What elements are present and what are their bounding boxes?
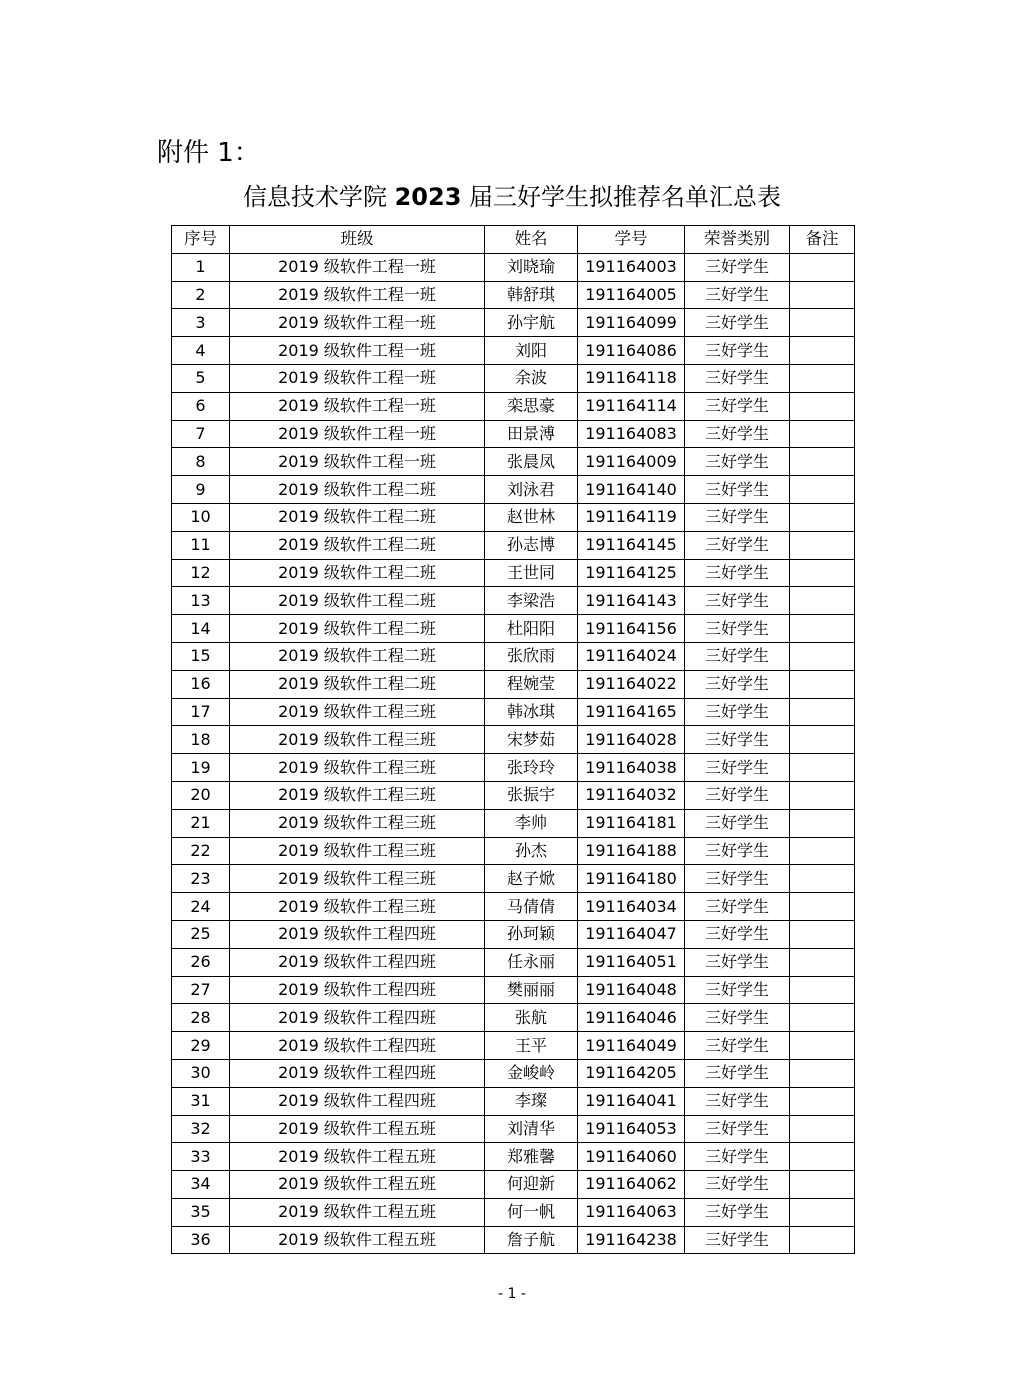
header-class: 班级 <box>230 226 485 254</box>
cell-honor: 三好学生 <box>685 837 790 865</box>
title-suffix: 届三好学生拟推荐名单汇总表 <box>461 183 782 211</box>
cell-honor: 三好学生 <box>685 1198 790 1226</box>
cell-class: 2019 级软件工程三班 <box>230 726 485 754</box>
cell-serial: 16 <box>172 670 230 698</box>
table-row <box>172 726 855 754</box>
cell-remarks <box>790 587 855 615</box>
cell-class: 2019 级软件工程四班 <box>230 1087 485 1115</box>
cell-class: 2019 级软件工程一班 <box>230 448 485 476</box>
table-row <box>172 503 855 531</box>
cell-honor: 三好学生 <box>685 281 790 309</box>
cell-serial: 18 <box>172 726 230 754</box>
cell-student-id: 191164165 <box>578 698 685 726</box>
cell-name: 孙志博 <box>485 531 578 559</box>
table-row <box>172 809 855 837</box>
cell-name: 马倩倩 <box>485 893 578 921</box>
table-row <box>172 865 855 893</box>
cell-name: 何迎新 <box>485 1171 578 1199</box>
cell-serial: 21 <box>172 809 230 837</box>
cell-name: 金峻岭 <box>485 1059 578 1087</box>
header-remarks: 备注 <box>790 226 855 254</box>
cell-student-id: 191164114 <box>578 392 685 420</box>
cell-class: 2019 级软件工程三班 <box>230 781 485 809</box>
cell-name: 李梁浩 <box>485 587 578 615</box>
cell-honor: 三好学生 <box>685 476 790 504</box>
cell-honor: 三好学生 <box>685 364 790 392</box>
cell-name: 樊丽丽 <box>485 976 578 1004</box>
cell-student-id: 191164024 <box>578 642 685 670</box>
cell-student-id: 191164083 <box>578 420 685 448</box>
cell-name: 张晨凤 <box>485 448 578 476</box>
cell-remarks <box>790 920 855 948</box>
cell-student-id: 191164063 <box>578 1198 685 1226</box>
table-row <box>172 1087 855 1115</box>
cell-serial: 20 <box>172 781 230 809</box>
page-number: - 1 - <box>498 1286 526 1302</box>
cell-honor: 三好学生 <box>685 1059 790 1087</box>
cell-name: 韩冰琪 <box>485 698 578 726</box>
cell-class: 2019 级软件工程二班 <box>230 670 485 698</box>
table-row <box>172 642 855 670</box>
cell-student-id: 191164180 <box>578 865 685 893</box>
cell-serial: 36 <box>172 1226 230 1254</box>
table-row <box>172 920 855 948</box>
cell-serial: 14 <box>172 615 230 643</box>
cell-class: 2019 级软件工程一班 <box>230 364 485 392</box>
cell-serial: 10 <box>172 503 230 531</box>
cell-remarks <box>790 726 855 754</box>
cell-serial: 32 <box>172 1115 230 1143</box>
cell-serial: 25 <box>172 920 230 948</box>
cell-remarks <box>790 364 855 392</box>
cell-serial: 2 <box>172 281 230 309</box>
cell-student-id: 191164188 <box>578 837 685 865</box>
cell-remarks <box>790 309 855 337</box>
cell-honor: 三好学生 <box>685 976 790 1004</box>
cell-class: 2019 级软件工程三班 <box>230 809 485 837</box>
cell-honor: 三好学生 <box>685 531 790 559</box>
cell-serial: 22 <box>172 837 230 865</box>
cell-student-id: 191164047 <box>578 920 685 948</box>
cell-remarks <box>790 476 855 504</box>
cell-name: 赵世林 <box>485 503 578 531</box>
cell-name: 刘阳 <box>485 337 578 365</box>
cell-serial: 34 <box>172 1171 230 1199</box>
cell-name: 任永丽 <box>485 948 578 976</box>
cell-remarks <box>790 531 855 559</box>
cell-honor: 三好学生 <box>685 392 790 420</box>
cell-name: 张航 <box>485 1004 578 1032</box>
cell-honor: 三好学生 <box>685 781 790 809</box>
cell-remarks <box>790 781 855 809</box>
cell-remarks <box>790 893 855 921</box>
header-name: 姓名 <box>485 226 578 254</box>
cell-student-id: 191164041 <box>578 1087 685 1115</box>
cell-name: 张玲玲 <box>485 754 578 782</box>
header-row <box>172 226 855 254</box>
table-row <box>172 670 855 698</box>
cell-name: 王平 <box>485 1032 578 1060</box>
cell-serial: 4 <box>172 337 230 365</box>
cell-student-id: 191164046 <box>578 1004 685 1032</box>
cell-serial: 8 <box>172 448 230 476</box>
cell-student-id: 191164028 <box>578 726 685 754</box>
cell-remarks <box>790 503 855 531</box>
header-serial: 序号 <box>172 226 230 254</box>
title-year: 2023 <box>394 183 462 211</box>
cell-class: 2019 级软件工程五班 <box>230 1171 485 1199</box>
cell-remarks <box>790 865 855 893</box>
cell-class: 2019 级软件工程三班 <box>230 893 485 921</box>
cell-student-id: 191164238 <box>578 1226 685 1254</box>
cell-name: 李璨 <box>485 1087 578 1115</box>
cell-student-id: 191164156 <box>578 615 685 643</box>
cell-name: 赵子焮 <box>485 865 578 893</box>
table-row <box>172 948 855 976</box>
cell-class: 2019 级软件工程二班 <box>230 476 485 504</box>
cell-name: 程婉莹 <box>485 670 578 698</box>
cell-remarks <box>790 1087 855 1115</box>
cell-honor: 三好学生 <box>685 754 790 782</box>
cell-remarks <box>790 559 855 587</box>
table-row <box>172 392 855 420</box>
cell-class: 2019 级软件工程二班 <box>230 503 485 531</box>
cell-class: 2019 级软件工程四班 <box>230 976 485 1004</box>
cell-name: 孙宇航 <box>485 309 578 337</box>
cell-name: 郑雅馨 <box>485 1143 578 1171</box>
cell-class: 2019 级软件工程四班 <box>230 948 485 976</box>
cell-class: 2019 级软件工程一班 <box>230 420 485 448</box>
cell-honor: 三好学生 <box>685 448 790 476</box>
cell-student-id: 191164099 <box>578 309 685 337</box>
cell-student-id: 191164049 <box>578 1032 685 1060</box>
cell-class: 2019 级软件工程一班 <box>230 337 485 365</box>
cell-honor: 三好学生 <box>685 809 790 837</box>
cell-class: 2019 级软件工程三班 <box>230 865 485 893</box>
cell-class: 2019 级软件工程五班 <box>230 1226 485 1254</box>
cell-honor: 三好学生 <box>685 1087 790 1115</box>
table-row <box>172 1032 855 1060</box>
cell-name: 田景溥 <box>485 420 578 448</box>
cell-serial: 17 <box>172 698 230 726</box>
table-row <box>172 837 855 865</box>
cell-remarks <box>790 1198 855 1226</box>
table-row <box>172 976 855 1004</box>
cell-class: 2019 级软件工程二班 <box>230 642 485 670</box>
cell-class: 2019 级软件工程一班 <box>230 253 485 281</box>
cell-name: 韩舒琪 <box>485 281 578 309</box>
cell-honor: 三好学生 <box>685 1032 790 1060</box>
cell-class: 2019 级软件工程四班 <box>230 1004 485 1032</box>
cell-class: 2019 级软件工程四班 <box>230 1032 485 1060</box>
cell-remarks <box>790 1059 855 1087</box>
cell-student-id: 191164003 <box>578 253 685 281</box>
cell-remarks <box>790 698 855 726</box>
cell-name: 孙杰 <box>485 837 578 865</box>
table-row <box>172 1143 855 1171</box>
table-row <box>172 698 855 726</box>
table-row <box>172 559 855 587</box>
cell-name: 何一帆 <box>485 1198 578 1226</box>
cell-name: 李帅 <box>485 809 578 837</box>
cell-remarks <box>790 420 855 448</box>
cell-serial: 28 <box>172 1004 230 1032</box>
cell-remarks <box>790 337 855 365</box>
cell-honor: 三好学生 <box>685 698 790 726</box>
attachment-label: 附件 1： <box>157 138 260 168</box>
cell-remarks <box>790 809 855 837</box>
cell-student-id: 191164062 <box>578 1171 685 1199</box>
cell-student-id: 191164009 <box>578 448 685 476</box>
table-row <box>172 587 855 615</box>
cell-remarks <box>790 253 855 281</box>
cell-serial: 11 <box>172 531 230 559</box>
cell-class: 2019 级软件工程三班 <box>230 837 485 865</box>
cell-serial: 33 <box>172 1143 230 1171</box>
cell-serial: 35 <box>172 1198 230 1226</box>
cell-remarks <box>790 948 855 976</box>
cell-remarks <box>790 670 855 698</box>
cell-remarks <box>790 615 855 643</box>
cell-class: 2019 级软件工程一班 <box>230 309 485 337</box>
cell-serial: 3 <box>172 309 230 337</box>
cell-remarks <box>790 1032 855 1060</box>
cell-class: 2019 级软件工程一班 <box>230 392 485 420</box>
cell-honor: 三好学生 <box>685 337 790 365</box>
cell-name: 宋梦茹 <box>485 726 578 754</box>
table-row <box>172 309 855 337</box>
cell-name: 张欣雨 <box>485 642 578 670</box>
table-row <box>172 253 855 281</box>
cell-honor: 三好学生 <box>685 615 790 643</box>
cell-name: 詹子航 <box>485 1226 578 1254</box>
cell-honor: 三好学生 <box>685 893 790 921</box>
table-row <box>172 754 855 782</box>
cell-student-id: 191164053 <box>578 1115 685 1143</box>
cell-serial: 13 <box>172 587 230 615</box>
cell-remarks <box>790 642 855 670</box>
table-row <box>172 615 855 643</box>
table-header <box>172 226 855 254</box>
cell-honor: 三好学生 <box>685 1115 790 1143</box>
cell-student-id: 191164086 <box>578 337 685 365</box>
cell-remarks <box>790 1171 855 1199</box>
cell-remarks <box>790 1004 855 1032</box>
table-row <box>172 1059 855 1087</box>
cell-name: 杜阳阳 <box>485 615 578 643</box>
table-body <box>172 253 855 1254</box>
cell-serial: 6 <box>172 392 230 420</box>
cell-honor: 三好学生 <box>685 1171 790 1199</box>
title-prefix: 信息技术学院 <box>242 183 395 211</box>
cell-class: 2019 级软件工程五班 <box>230 1115 485 1143</box>
cell-serial: 27 <box>172 976 230 1004</box>
cell-name: 刘泳君 <box>485 476 578 504</box>
cell-remarks <box>790 754 855 782</box>
table-row <box>172 476 855 504</box>
cell-honor: 三好学生 <box>685 559 790 587</box>
table-row <box>172 531 855 559</box>
cell-serial: 7 <box>172 420 230 448</box>
table-row <box>172 281 855 309</box>
cell-serial: 12 <box>172 559 230 587</box>
cell-remarks <box>790 976 855 1004</box>
cell-honor: 三好学生 <box>685 253 790 281</box>
cell-student-id: 191164118 <box>578 364 685 392</box>
cell-class: 2019 级软件工程四班 <box>230 1059 485 1087</box>
cell-class: 2019 级软件工程二班 <box>230 587 485 615</box>
cell-student-id: 191164181 <box>578 809 685 837</box>
cell-honor: 三好学生 <box>685 1226 790 1254</box>
cell-serial: 24 <box>172 893 230 921</box>
cell-student-id: 191164022 <box>578 670 685 698</box>
cell-serial: 23 <box>172 865 230 893</box>
table-row <box>172 893 855 921</box>
cell-name: 孙珂颖 <box>485 920 578 948</box>
header-student-id: 学号 <box>578 226 685 254</box>
cell-class: 2019 级软件工程二班 <box>230 559 485 587</box>
cell-class: 2019 级软件工程五班 <box>230 1143 485 1171</box>
table-row <box>172 1198 855 1226</box>
table-row <box>172 420 855 448</box>
table-row <box>172 1004 855 1032</box>
cell-honor: 三好学生 <box>685 948 790 976</box>
cell-class: 2019 级软件工程三班 <box>230 698 485 726</box>
cell-student-id: 191164034 <box>578 893 685 921</box>
cell-remarks <box>790 392 855 420</box>
cell-class: 2019 级软件工程一班 <box>230 281 485 309</box>
table-row <box>172 1226 855 1254</box>
cell-class: 2019 级软件工程四班 <box>230 920 485 948</box>
cell-serial: 5 <box>172 364 230 392</box>
header-honor: 荣誉类别 <box>685 226 790 254</box>
cell-student-id: 191164005 <box>578 281 685 309</box>
table-row <box>172 364 855 392</box>
cell-honor: 三好学生 <box>685 670 790 698</box>
cell-serial: 26 <box>172 948 230 976</box>
table-row <box>172 1115 855 1143</box>
table-row <box>172 448 855 476</box>
cell-name: 刘清华 <box>485 1115 578 1143</box>
cell-student-id: 191164051 <box>578 948 685 976</box>
table-row <box>172 781 855 809</box>
cell-student-id: 191164145 <box>578 531 685 559</box>
cell-honor: 三好学生 <box>685 420 790 448</box>
cell-serial: 9 <box>172 476 230 504</box>
cell-student-id: 191164205 <box>578 1059 685 1087</box>
cell-student-id: 191164048 <box>578 976 685 1004</box>
cell-honor: 三好学生 <box>685 920 790 948</box>
cell-student-id: 191164125 <box>578 559 685 587</box>
cell-serial: 1 <box>172 253 230 281</box>
cell-name: 刘晓瑜 <box>485 253 578 281</box>
recommendation-table <box>171 225 855 1254</box>
cell-name: 王世同 <box>485 559 578 587</box>
table-row <box>172 1171 855 1199</box>
cell-honor: 三好学生 <box>685 642 790 670</box>
cell-remarks <box>790 1143 855 1171</box>
cell-honor: 三好学生 <box>685 1004 790 1032</box>
cell-student-id: 191164140 <box>578 476 685 504</box>
cell-honor: 三好学生 <box>685 503 790 531</box>
cell-class: 2019 级软件工程二班 <box>230 615 485 643</box>
cell-student-id: 191164143 <box>578 587 685 615</box>
cell-remarks <box>790 1115 855 1143</box>
cell-student-id: 191164032 <box>578 781 685 809</box>
cell-student-id: 191164119 <box>578 503 685 531</box>
cell-honor: 三好学生 <box>685 1143 790 1171</box>
cell-name: 张振宇 <box>485 781 578 809</box>
cell-remarks <box>790 837 855 865</box>
cell-remarks <box>790 448 855 476</box>
cell-student-id: 191164038 <box>578 754 685 782</box>
cell-class: 2019 级软件工程三班 <box>230 754 485 782</box>
cell-serial: 29 <box>172 1032 230 1060</box>
cell-honor: 三好学生 <box>685 587 790 615</box>
cell-student-id: 191164060 <box>578 1143 685 1171</box>
cell-class: 2019 级软件工程五班 <box>230 1198 485 1226</box>
cell-name: 余波 <box>485 364 578 392</box>
cell-remarks <box>790 1226 855 1254</box>
cell-honor: 三好学生 <box>685 309 790 337</box>
cell-serial: 30 <box>172 1059 230 1087</box>
document-title <box>0 177 1024 217</box>
cell-serial: 15 <box>172 642 230 670</box>
cell-class: 2019 级软件工程二班 <box>230 531 485 559</box>
cell-name: 栾思豪 <box>485 392 578 420</box>
cell-honor: 三好学生 <box>685 726 790 754</box>
cell-serial: 31 <box>172 1087 230 1115</box>
cell-honor: 三好学生 <box>685 865 790 893</box>
cell-serial: 19 <box>172 754 230 782</box>
table-row <box>172 337 855 365</box>
cell-remarks <box>790 281 855 309</box>
